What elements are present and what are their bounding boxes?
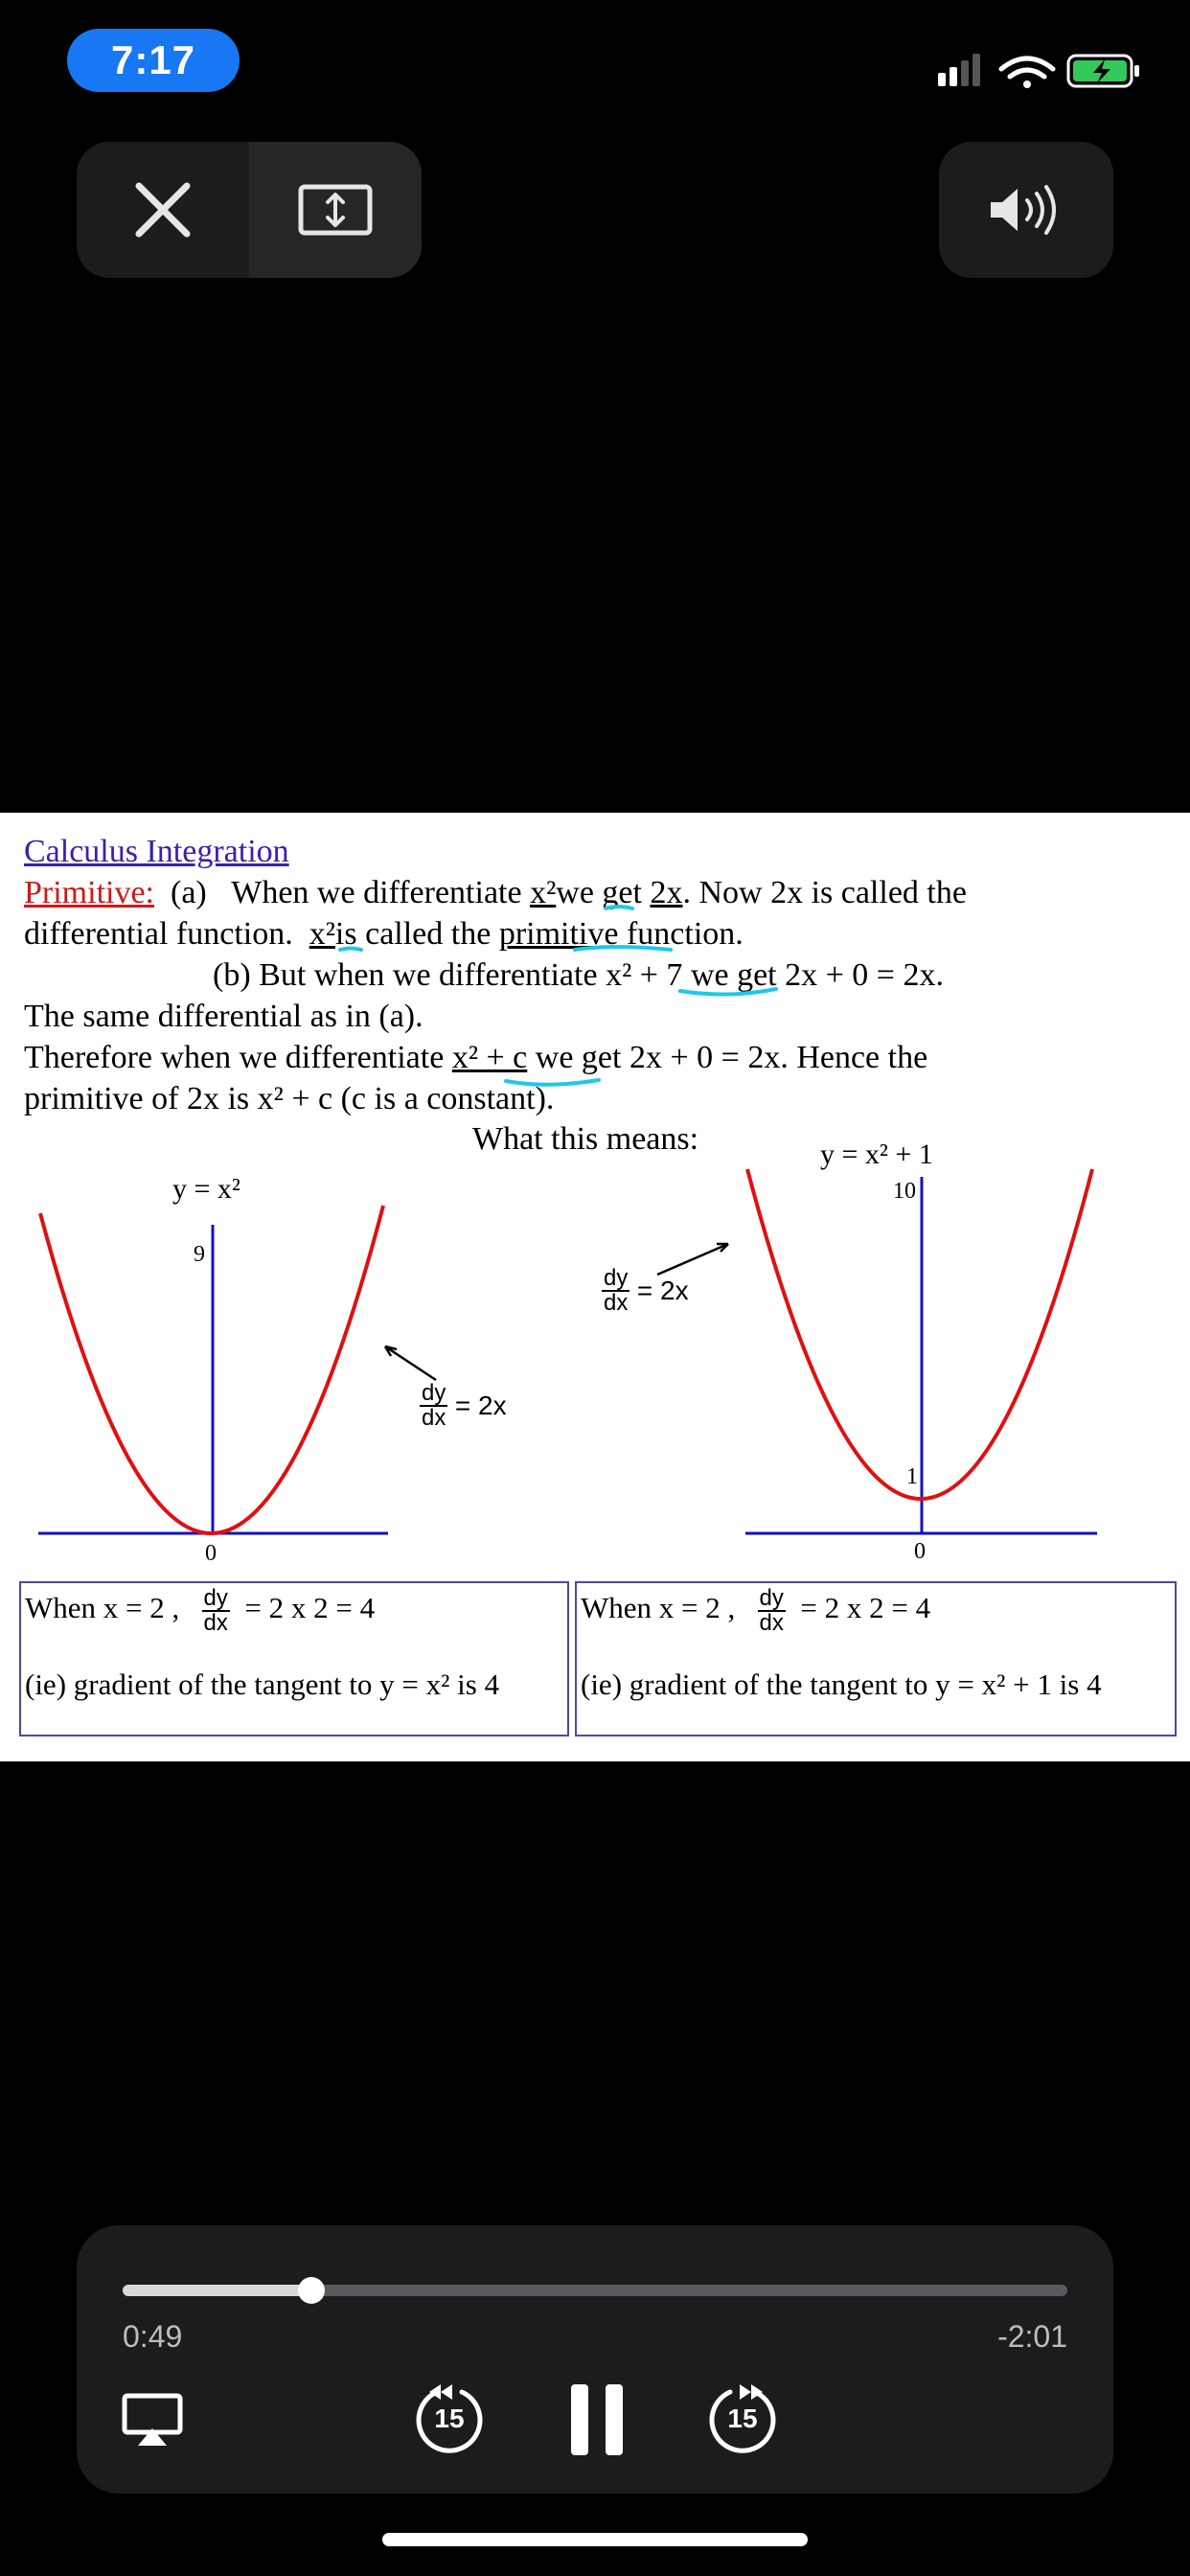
left-tick-origin: 0 bbox=[205, 1541, 217, 1566]
pause-icon bbox=[565, 2379, 629, 2461]
slide-title: Calculus Integration bbox=[24, 834, 289, 869]
right-derivative: $\frac{dy}{dx}$ = 2x bbox=[604, 1265, 689, 1316]
battery-icon bbox=[1068, 56, 1139, 86]
slide-line-1: Primitive: (a) When we differentiate x²we get 2x. Now 2x is called the bbox=[24, 875, 967, 910]
slide-line-3: (b) But when we differentiate x² + 7 we get 2x + 0 = 2x. bbox=[213, 957, 944, 993]
left-tick-top: 9 bbox=[194, 1242, 205, 1267]
status-time: 7:17 bbox=[67, 29, 240, 92]
left-derivative: $\frac{dy}{dx}$ = 2x bbox=[422, 1380, 507, 1431]
left-box-ie: (ie) gradient of the tangent to y = x² is 4 bbox=[25, 1668, 500, 1701]
video-slide bbox=[0, 813, 1190, 1761]
status-icons bbox=[934, 48, 1145, 96]
airplay-button[interactable] bbox=[119, 2386, 186, 2453]
skip-forward-label: 15 bbox=[727, 2404, 758, 2433]
slide-line-4: The same differential as in (a). bbox=[24, 999, 423, 1034]
right-box-ie: (ie) gradient of the tangent to y = x² + 1 is 4 bbox=[581, 1668, 1102, 1701]
right-graph-label: y = x² + 1 bbox=[820, 1138, 933, 1170]
slide-line-6: primitive of 2x is x² + c (c is a constant). bbox=[24, 1081, 555, 1116]
resize-button[interactable] bbox=[249, 142, 422, 278]
volume-button[interactable] bbox=[939, 142, 1113, 278]
close-icon bbox=[129, 176, 196, 243]
scrubber-thumb[interactable] bbox=[298, 2277, 325, 2304]
right-tick-top: 10 bbox=[893, 1179, 916, 1204]
slide-line-5: Therefore when we differentiate x² + c we get 2x + 0 = 2x. Hence the bbox=[24, 1040, 928, 1075]
top-controls bbox=[77, 142, 422, 278]
right-box-when: When x = 2 , $\frac{dy}{dx}$ = 2 x 2 = 4 bbox=[581, 1585, 931, 1636]
right-tick-one: 1 bbox=[906, 1464, 918, 1489]
scrubber-progress bbox=[123, 2285, 311, 2296]
skip-back-button[interactable] bbox=[408, 2379, 491, 2461]
pause-button[interactable] bbox=[565, 2379, 629, 2461]
elapsed-time: 0:49 bbox=[123, 2319, 183, 2354]
cellular-signal-icon bbox=[938, 54, 980, 86]
airplay-icon bbox=[119, 2386, 186, 2453]
resize-icon bbox=[297, 181, 374, 239]
remaining-time: -2:01 bbox=[997, 2319, 1067, 2354]
left-arrow bbox=[385, 1346, 436, 1380]
scrubber-track[interactable] bbox=[123, 2285, 1067, 2296]
close-button[interactable] bbox=[77, 142, 249, 278]
right-parabola bbox=[747, 1169, 1092, 1499]
primitive-label: Primitive: bbox=[24, 875, 154, 910]
speaker-icon bbox=[983, 181, 1069, 239]
skip-back-label: 15 bbox=[434, 2404, 465, 2433]
home-indicator[interactable] bbox=[382, 2533, 808, 2546]
slide-line-2: differential function. x²is called the primitive function. bbox=[24, 916, 744, 952]
left-box-when: When x = 2 , $\frac{dy}{dx}$ = 2 x 2 = 4 bbox=[25, 1585, 376, 1636]
what-this-means: What this means: bbox=[472, 1121, 699, 1157]
right-tick-origin: 0 bbox=[914, 1539, 926, 1564]
wifi-icon bbox=[1001, 58, 1053, 88]
playback-controls bbox=[77, 2225, 1113, 2494]
skip-forward-button[interactable] bbox=[701, 2379, 784, 2461]
left-graph-label: y = x² bbox=[172, 1173, 240, 1205]
